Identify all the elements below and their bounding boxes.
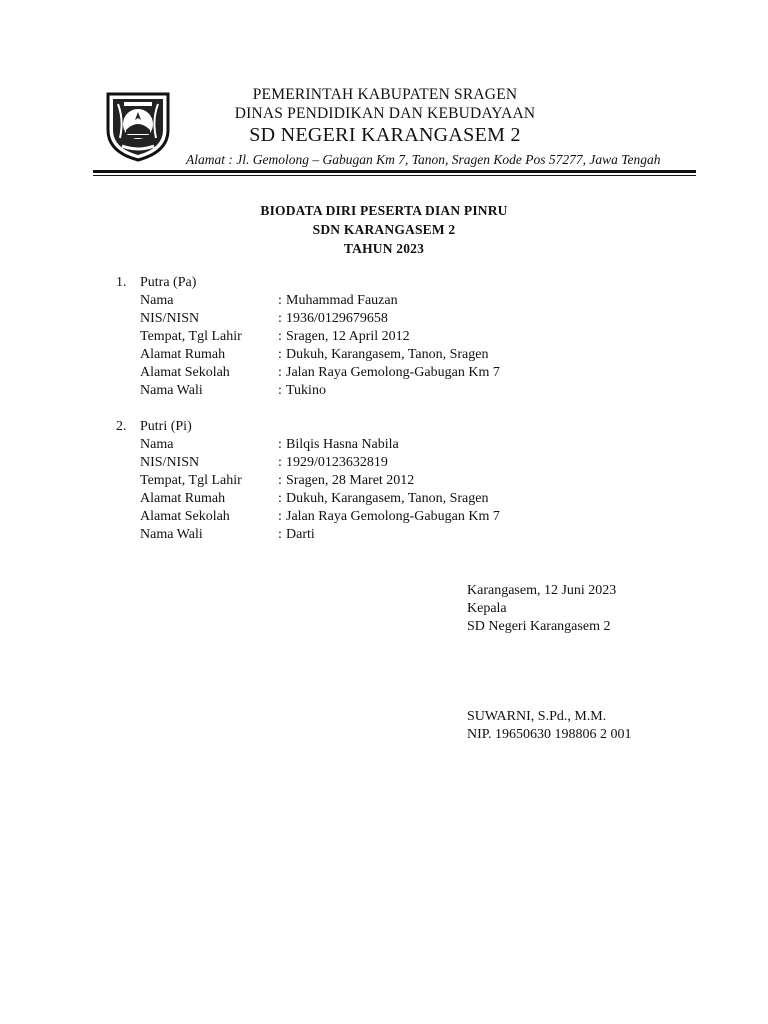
field-row-nis [116,454,500,472]
field-value: Jalan Raya Gemolong-Gabugan Km 7 [286,509,500,524]
document-title: BIODATA DIRI PESERTA DIAN PINRU [260,203,508,218]
field-row-school-address [116,508,500,526]
field-value: Jalan Raya Gemolong-Gabugan Km 7 [286,365,500,380]
field-label: Alamat Rumah [140,491,226,506]
signatory-name: SUWARNI, S.Pd., M.M. [467,709,607,724]
document-subtitle-year: TAHUN 2023 [343,241,425,256]
participant-section-putra [116,274,500,400]
field-separator: : [278,473,282,488]
field-row-birth [116,328,500,346]
field-label: Alamat Sekolah [140,365,230,380]
field-value: Dukuh, Karangasem, Tanon, Sragen [286,491,489,506]
government-name: PEMERINTAH KABUPATEN SRAGEN [252,86,518,103]
field-label: Tempat, Tgl Lahir [140,329,242,344]
field-separator: : [278,509,282,524]
field-value: Dukuh, Karangasem, Tanon, Sragen [286,347,489,362]
field-row-birth [116,472,500,490]
signatory-nip: NIP. 19650630 198806 2 001 [467,727,632,742]
field-row-school-address [116,364,500,382]
field-label: NIS/NISN [140,455,200,470]
signature-institution: SD Negeri Karangasem 2 [467,619,611,634]
letterhead-divider-thick [93,170,696,173]
field-row-nama [116,292,500,310]
signature-footer [467,708,632,744]
field-separator: : [278,437,282,452]
field-separator: : [278,491,282,506]
field-separator: : [278,527,282,542]
field-row-guardian [116,382,500,400]
section-heading: Putri (Pi) [140,419,192,434]
field-value: Bilqis Hasna Nabila [286,437,399,452]
field-label: Nama [140,293,174,308]
signature-role: Kepala [467,601,507,616]
field-separator: : [278,365,282,380]
section-number: 2. [116,419,127,434]
section-number: 1. [116,275,127,290]
letterhead-divider-thin [93,175,696,176]
field-value: 1929/0123632819 [286,455,388,470]
field-row-guardian [116,526,500,544]
field-row-nama [116,436,500,454]
sragen-regency-emblem-icon [104,90,172,162]
signature-header [467,582,616,636]
field-row-home-address [116,346,500,364]
school-name: SD NEGERI KARANGASEM 2 [249,124,521,146]
section-heading: Putra (Pa) [140,275,197,290]
field-separator: : [278,383,282,398]
field-label: Alamat Rumah [140,347,226,362]
field-separator: : [278,293,282,308]
field-separator: : [278,329,282,344]
field-label: Nama [140,437,174,452]
field-label: Alamat Sekolah [140,509,230,524]
field-value: Sragen, 28 Maret 2012 [286,473,415,488]
document-subtitle-school: SDN KARANGASEM 2 [312,222,456,237]
field-value: Darti [286,527,315,542]
school-address: Alamat : Jl. Gemolong – Gabugan Km 7, Tanon, Sragen Kode Pos 57277, Jawa Tengah [186,152,661,167]
field-row-nis [116,310,500,328]
department-name: DINAS PENDIDIKAN DAN KEBUDAYAAN [234,105,536,122]
field-label: Tempat, Tgl Lahir [140,473,242,488]
field-separator: : [278,347,282,362]
field-value: Tukino [286,383,326,398]
participant-section-putri [116,418,500,544]
field-value: Muhammad Fauzan [286,293,398,308]
field-value: Sragen, 12 April 2012 [286,329,410,344]
field-label: Nama Wali [140,383,203,398]
field-value: 1936/0129679658 [286,311,388,326]
signature-place-date: Karangasem, 12 Juni 2023 [467,583,617,598]
field-separator: : [278,311,282,326]
field-label: NIS/NISN [140,311,200,326]
field-label: Nama Wali [140,527,203,542]
field-row-home-address [116,490,500,508]
field-separator: : [278,455,282,470]
